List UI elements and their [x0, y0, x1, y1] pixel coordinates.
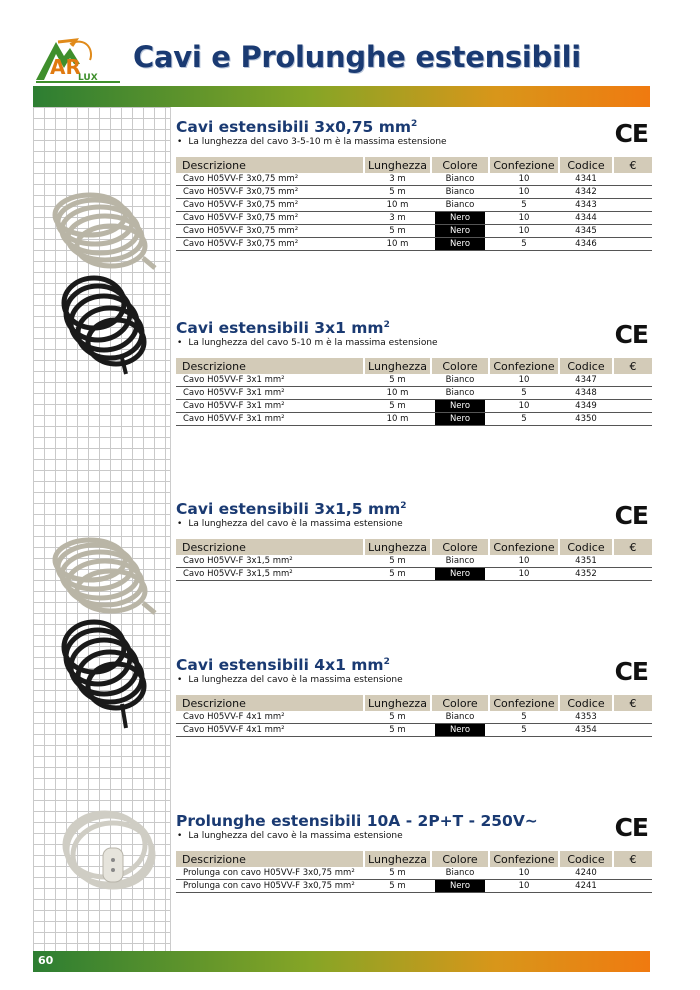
product-table	[176, 157, 652, 251]
table-header-row	[176, 851, 652, 867]
col-header-descrizione: Descrizione	[176, 851, 364, 867]
table-row: Cavo H05VV-F 3x0,75 mm² 3 m Nero 10 4344	[176, 212, 652, 225]
ce-mark-icon: CE	[614, 813, 648, 842]
col-header-colore: Colore	[431, 539, 489, 555]
product-table	[176, 358, 652, 426]
table-row: Cavo H05VV-F 3x1,5 mm² 5 m Bianco 10 4351	[176, 555, 652, 568]
col-header-lunghezza: Lunghezza	[364, 358, 431, 374]
col-header-descrizione: Descrizione	[176, 695, 364, 711]
col-header-codice: Codice	[559, 695, 613, 711]
col-header-confezione: Confezione	[489, 695, 559, 711]
table-row: Prolunga con cavo H05VV-F 3x0,75 mm² 5 m Nero 10 4241	[176, 880, 652, 893]
col-header-codice: Codice	[559, 539, 613, 555]
table-row: Cavo H05VV-F 3x0,75 mm² 3 m Bianco 10 4341	[176, 173, 652, 186]
table-header-row	[176, 695, 652, 711]
section-note: • La lunghezza del cavo 5-10 m è la massima estensione	[176, 338, 652, 349]
table-row: Cavo H05VV-F 4x1 mm² 5 m Bianco 5 4353	[176, 711, 652, 724]
page-number: 60	[38, 954, 54, 967]
table-row: Cavo H05VV-F 4x1 mm² 5 m Nero 5 4354	[176, 724, 652, 737]
logo-text-lux: LUX	[78, 73, 98, 83]
table-row: Cavo H05VV-F 3x1 mm² 10 m Bianco 5 4348	[176, 387, 652, 400]
ce-mark-icon: CE	[614, 657, 648, 686]
black-coiled-cable-image	[52, 268, 162, 378]
col-header-colore: Colore	[431, 695, 489, 711]
col-header-confezione: Confezione	[489, 157, 559, 173]
table-header-row	[176, 157, 652, 173]
col-header-price: €	[613, 358, 652, 374]
white-coiled-cable-image	[45, 525, 160, 625]
col-header-codice: Codice	[559, 157, 613, 173]
col-header-descrizione: Descrizione	[176, 539, 364, 555]
table-row: Prolunga con cavo H05VV-F 3x0,75 mm² 5 m Bianco 10 4240	[176, 867, 652, 880]
table-row: Cavo H05VV-F 3x1,5 mm² 5 m Nero 10 4352	[176, 568, 652, 581]
table-row: Cavo H05VV-F 3x0,75 mm² 5 m Nero 10 4345	[176, 225, 652, 238]
section-title: Cavi estensibili 4x1 $mm^2$	[176, 656, 390, 675]
table-row: Cavo H05VV-F 3x1 mm² 5 m Nero 10 4349	[176, 400, 652, 413]
section-note: • La lunghezza del cavo è la massima estensione	[176, 675, 652, 686]
section-3x075	[176, 115, 652, 251]
col-header-descrizione: Descrizione	[176, 358, 364, 374]
table-row: Cavo H05VV-F 3x0,75 mm² 5 m Bianco 10 4342	[176, 186, 652, 199]
section-title: Cavi estensibili 3x1 $mm^2$	[176, 319, 390, 338]
col-header-price: €	[613, 157, 652, 173]
table-header-row	[176, 539, 652, 555]
col-header-price: €	[613, 851, 652, 867]
table-row: Cavo H05VV-F 3x1 mm² 5 m Bianco 10 4347	[176, 374, 652, 387]
page-title: Cavi e Prolunghe estensibili	[133, 40, 581, 74]
col-header-confezione: Confezione	[489, 358, 559, 374]
footer-gradient-bar	[33, 951, 650, 972]
section-note: • La lunghezza del cavo è la massima estensione	[176, 519, 652, 530]
section-3x1	[176, 316, 652, 426]
section-note: • La lunghezza del cavo 3-5-10 m è la massima estensione	[176, 137, 652, 148]
section-3x15	[176, 497, 652, 581]
product-table	[176, 539, 652, 581]
col-header-colore: Colore	[431, 358, 489, 374]
table-row: Cavo H05VV-F 3x0,75 mm² 10 m Bianco 5 4343	[176, 199, 652, 212]
section-note: • La lunghezza del cavo è la massima estensione	[176, 831, 652, 842]
section-title: Cavi estensibili 3x0,75 $mm^2$	[176, 118, 418, 137]
white-extension-cord-image	[55, 800, 167, 900]
col-header-lunghezza: Lunghezza	[364, 539, 431, 555]
col-header-codice: Codice	[559, 358, 613, 374]
header-gradient-bar	[33, 86, 650, 107]
col-header-lunghezza: Lunghezza	[364, 695, 431, 711]
black-coiled-cable-image	[52, 612, 162, 732]
table-row: Cavo H05VV-F 3x0,75 mm² 10 m Nero 5 4346	[176, 238, 652, 251]
col-header-price: €	[613, 539, 652, 555]
section-prolunghe	[176, 809, 652, 893]
col-header-confezione: Confezione	[489, 851, 559, 867]
col-header-lunghezza: Lunghezza	[364, 851, 431, 867]
col-header-descrizione: Descrizione	[176, 157, 364, 173]
col-header-colore: Colore	[431, 851, 489, 867]
ce-mark-icon: CE	[614, 320, 648, 349]
white-coiled-cable-image	[45, 180, 160, 280]
product-table	[176, 851, 652, 893]
col-header-lunghezza: Lunghezza	[364, 157, 431, 173]
product-table	[176, 695, 652, 737]
ce-mark-icon: CE	[614, 501, 648, 530]
logo-text-ar: AR	[50, 55, 81, 79]
col-header-price: €	[613, 695, 652, 711]
col-header-colore: Colore	[431, 157, 489, 173]
section-title: Prolunghe estensibili 10A - 2P+T - 250V~	[176, 812, 538, 831]
col-header-confezione: Confezione	[489, 539, 559, 555]
section-4x1	[176, 653, 652, 737]
col-header-codice: Codice	[559, 851, 613, 867]
arlux-logo	[30, 36, 126, 86]
table-row: Cavo H05VV-F 3x1 mm² 10 m Nero 5 4350	[176, 413, 652, 426]
table-header-row	[176, 358, 652, 374]
ce-mark-icon: CE	[614, 119, 648, 148]
section-title: Cavi estensibili 3x1,5 $mm^2$	[176, 500, 407, 519]
